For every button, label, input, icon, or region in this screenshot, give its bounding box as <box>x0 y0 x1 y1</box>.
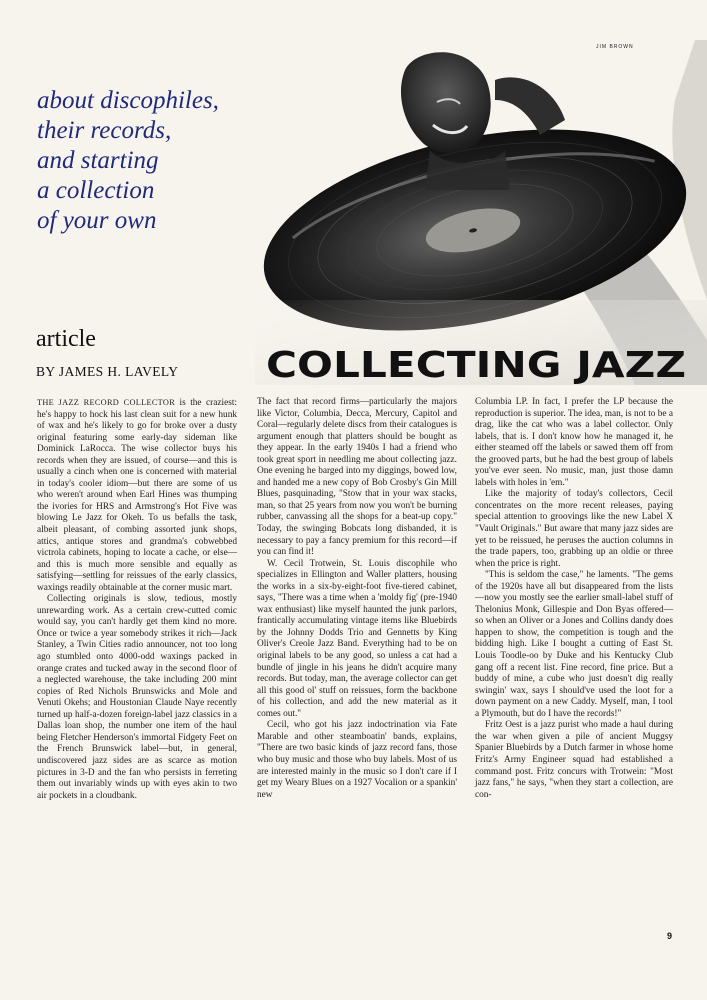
tagline-line: their records, <box>37 117 172 144</box>
article-column-2 <box>257 397 457 801</box>
paragraph: "This is seldom the case," he laments. "The gems of the 1920s have all but disappeared from the lists—now you mostly see the earlier small-label stuff of Thelonius Monk, Gillespie and Don Byas offered—so when an Oliver or a Jones and Collins dandy does happen to show, the competition is tough and the bidding high. Like I bought a cutting of East St. Louis Toodle-oo by Duke and his Kentucky Club gang off a recent list. Fine record, fine price. But a buddy of mine, a cube who just doesn't dig really swingin' wax, says I should've used the loot for a down payment on a new Caddy. Myself, man, I tool a Plymouth, but do I have the records!" <box>475 570 673 719</box>
tagline-line: and starting <box>37 147 159 174</box>
paragraph: Fritz Oest is a jazz purist who made a haul during the war when given a pile of ancient Muggsy Spanier Bluebirds by a Dutch farmer in whose home Fritz's Army Engineer squad had established a command post. Fritz concurs with Trotwein: "Most jazz fans," he says, "when they start a collection, are con- <box>475 720 673 800</box>
paragraph <box>37 397 237 594</box>
paragraph: Collecting originals is slow, tedious, mostly unrewarding work. As a certain crew-cutted comic would say, you can't hardly get them kind no more. Once or twice a year somebody strikes it rich—Jack Stanley, a Twin Cities radio announcer, not too long ago stumbled onto 4000-odd waxings packed in orange crates and tucked away in the second floor of a neglected warehouse, the take including 200 mint copies of Red Nichols Brunswicks and Mole and Venuti Okehs; and Houstonian Claude Naye recently turned up half-a-dozen foreign-label jazz classics in a Dallas loan shop, the number one item of the haul being Fletcher Henderson's immortal Fidgety Feet on the French Brunswick label—but, in general, undiscovered jazz sides are as scarce as motion pictures in 3-D and the fan who persists in ferreting them out invariably winds up with eyes akin to two air pockets in a cloudbank. <box>37 594 237 801</box>
paragraph: Cecil, who got his jazz indoctrination via Fate Marable and other steamboatin' bands, explains, "There are two basic kinds of jazz record fans, those who buy music and those who buy labels. Most of us are interested mainly in the music so I don't care if I get my Weary Blues on a 1927 Vocalion or a spankin' new <box>257 720 457 800</box>
lead-in: THE JAZZ RECORD COLLECTOR <box>37 398 176 407</box>
paragraph-text: is the craziest: he's happy to hock his last clean suit for a new hunk of wax and he's likely to go for broke over a dusty original featuring some early-day sideman like Dominick LaRocca. The wise collector buys his records when they are issued, of course—and this is usually a cinch when one is concerned with material in today's cooler idiom—but there are some of us who weren't around when Earl Hines was thumping the ivories for HRS and Armstrong's Hot Five was blowing Le Jazz for Okeh. To us befalls the task, albeit pleasant, of combing assorted junk shops, attics, antique stores and grandma's cobwebbed victrola cabinets, hoping to locate a cache, or else—and this is much more sensible and equally as satisfying—settling for reissues of the early classics, waxings readily obtainable at the corner music mart. <box>37 398 237 593</box>
tagline-line: of your own <box>37 207 157 234</box>
paragraph: W. Cecil Trotwein, St. Louis discophile who specializes in Ellington and Waller platters, housing the works in a six-by-eight-foot five-tiered cabinet, says, "There was a time when a 'moldy fig' (pre-1940 wax enthusiast) like myself haunted the junk parlors, frantically accumulating vintage items like Bluebirds by the Johnny Dodds Trio and Gennetts by King Oliver's Creole Jazz Band. Everything had to be on original labels to be any good, so unless a cat had a bundle of jingle in his jeans he didn't acquire many records. But today, man, the average collector can get all this good ol' stuff on reissues, form the backbone of his collection, and add the new material as it comes out." <box>257 558 457 719</box>
paragraph: Like the majority of today's collectors, Cecil concentrates on the more recent releases, paying special attention to groovings like the new Label X "Vault Originals." But aware that many jazz sides are yet to be reissued, he peruses the auction columns in the trade papers, too, grabbing up an oldie or three when the price is right. <box>475 489 673 569</box>
article-title <box>266 344 686 384</box>
photo-credit: JIM BROWN <box>596 44 634 50</box>
tagline-line: about discophiles, <box>37 87 219 114</box>
article-column-1 <box>37 397 237 802</box>
article-column-3 <box>475 397 673 801</box>
paragraph: The fact that record firms—particularly the majors like Victor, Columbia, Decca, Mercury, Capitol and Coral—regularly delete discs from their catalogues is argument enough that platters should be bought as they appear. In the early 1940s I had a friend who took great sport in needling me about collecting jazz. One evening he barged into my diggings, bowed low, and handed me a new copy of Bob Crosby's Gin Mill Blues, pasquinading, "Stow that in your wax stacks, man, so that 25 years from now you won't be burning rubber, canvassing all the shops for a beat-up copy." Today, the swinging Bobcats long disbanded, it is necessary to pay a fancy premium for this record—if you can find it! <box>257 397 457 558</box>
tagline-line: a collection <box>37 177 155 204</box>
byline: BY JAMES H. LAVELY <box>36 364 179 379</box>
tagline <box>37 86 219 236</box>
record-photo <box>255 40 707 385</box>
section-label: article <box>36 326 96 352</box>
paragraph: Columbia LP. In fact, I prefer the LP because the reproduction is superior. The idea, man, is not to be a drag, like the cat who was a label collector. Only labels, that is. I don't know how he managed it, he either steamed off the labels or sawed them off from the grooved parts, but he had the best group of labels you've ever seen. No music, man, just those damn labels with holes in 'em." <box>475 397 673 488</box>
article-title-text: COLLECTING JAZZ <box>266 345 686 384</box>
page-number: 9 <box>667 931 673 941</box>
